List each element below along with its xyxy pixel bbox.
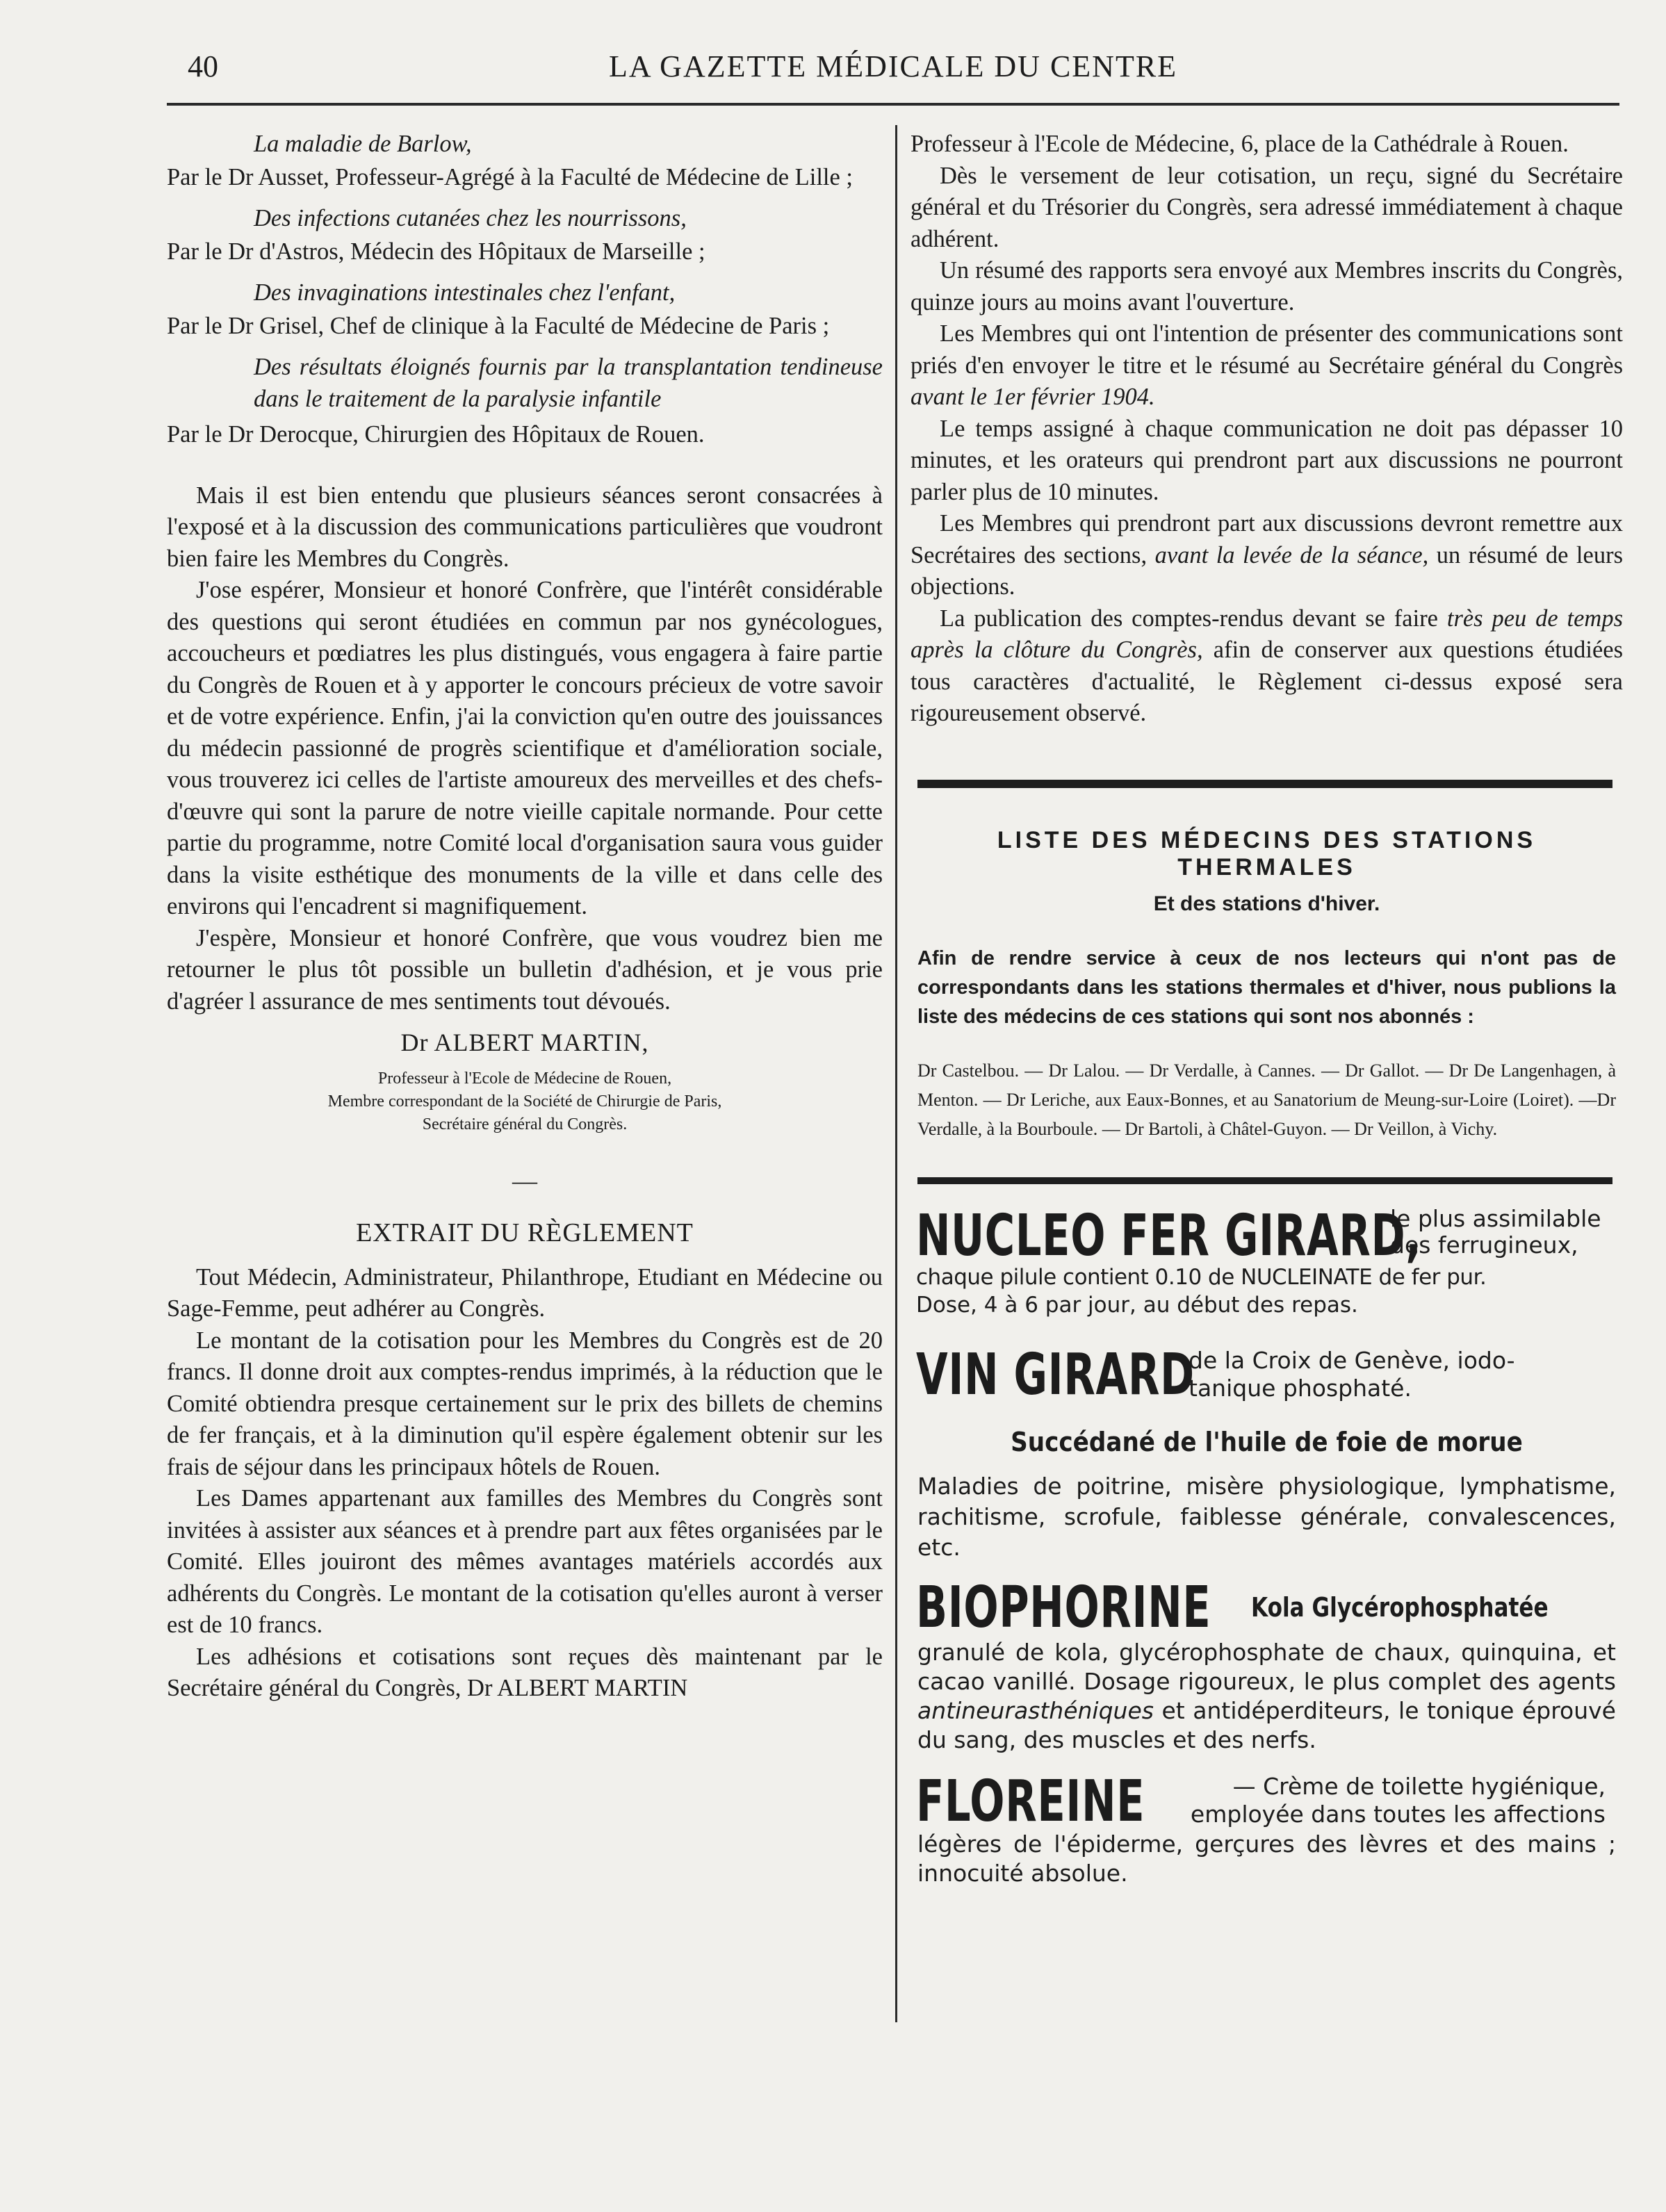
italic-text: avant la levée de la séance, xyxy=(1154,541,1429,568)
ad-text: légères de l'épiderme, gerçures des lèvres et des mains ; innocuité absolue. xyxy=(917,1830,1616,1887)
signature-title-line: Professeur à l'Ecole de Médecine de Rouen, xyxy=(377,1069,672,1088)
ad-tagline: employée dans toutes les affections xyxy=(1190,1800,1606,1828)
ad-maladies: Maladies de poitrine, misère physiologique, lymphatisme, rachitisme, scrofule, faiblesse générale, convalescences, etc. xyxy=(917,1472,1616,1561)
ad-brand: NUCLEO FER GIRARD, xyxy=(916,1202,1422,1269)
report-title: Des invaginations intestinales chez l'enfant, xyxy=(254,279,676,306)
paragraph xyxy=(910,508,1623,603)
paragraph xyxy=(910,318,1623,413)
paragraph-text: un résumé de leurs objections. xyxy=(910,541,1623,600)
page-header xyxy=(167,43,1619,99)
ad-vin-girard xyxy=(910,1341,1623,1410)
page-number: 40 xyxy=(188,49,218,83)
ad-tagline: de la Croix de Genève, iodo- xyxy=(1189,1346,1515,1374)
ad-text xyxy=(910,1638,1623,1755)
reglement-paragraph: Tout Médecin, Administrateur, Philanthrope, Etudiant en Médecine ou Sage-Femme, peut adhérer au Congrès. xyxy=(167,1263,883,1322)
ad-tagline: des ferrugineux, xyxy=(1390,1231,1578,1259)
ad-brand: VIN GIRARD xyxy=(916,1341,1195,1408)
ad-text-part: granulé de kola, glycérophosphate de chaux, quinquina, et cacao vanillé. Dosage rigoureux, le plus complet des agents xyxy=(917,1638,1616,1695)
report-author: Par le Dr Derocque, Chirurgien des Hôpitaux de Rouen. xyxy=(167,421,705,448)
signature-titles xyxy=(167,1067,883,1136)
ad-biophorine xyxy=(910,1574,1623,1755)
separator-dash: — xyxy=(512,1166,537,1195)
paragraph-text: afin de conserver aux questions étudiées tous caractères d'actualité, le Règlement ci-dessus exposé sera rigoureusement observé. xyxy=(910,637,1623,726)
italic-text: très peu de temps après la clôture du Congrès, xyxy=(910,605,1624,663)
signature-title-line: Membre correspondant de la Société de Chirurgie de Paris, xyxy=(327,1092,722,1111)
ad-tagline: tanique phosphaté. xyxy=(1189,1374,1412,1402)
report-title: Des infections cutanées chez les nourrissons, xyxy=(254,205,687,231)
signature-title-line: Secrétaire général du Congrès. xyxy=(422,1115,628,1133)
reglement-paragraph: Les Dames appartenant aux familles des Membres du Congrès sont invitées à assister aux séances et à prendre part aux fêtes organisées par le Comité. Elles jouiront des mêmes avantages matériels accordés aux adhérents du Congrès. Le montant de la cotisation qu'elles auront à verser est de 10 francs. xyxy=(167,1485,883,1638)
ad-text-italic: antineurasthéniques xyxy=(917,1696,1154,1724)
section-rule xyxy=(917,1177,1612,1184)
report-title: Des résultats éloignés fournis par la transplantation tendineuse dans le traitement de la paralysie infantile xyxy=(254,354,883,412)
report-author: Par le Dr d'Astros, Médecin des Hôpitaux de Marseille ; xyxy=(167,238,705,265)
paragraph: Un résumé des rapports sera envoyé aux Membres inscrits du Congrès, quinze jours au moins avant l'ouverture. xyxy=(910,257,1623,316)
left-column xyxy=(167,129,883,1705)
journal-title: LA GAZETTE MÉDICALE DU CENTRE xyxy=(608,49,1178,83)
paragraph: Mais il est bien entendu que plusieurs séances seront consacrées à l'exposé et à la discussion des communications particulières que voudront bien faire les Membres du Congrès. xyxy=(167,482,883,572)
ad-tagline: — Crème de toilette hygiénique, xyxy=(1232,1772,1606,1800)
ad-brand: FLOREINE xyxy=(916,1768,1145,1835)
report-title: La maladie de Barlow, xyxy=(254,131,472,157)
ad-tagline: Kola Glycérophosphatée xyxy=(1251,1591,1549,1623)
ad-brand: BIOPHORINE xyxy=(916,1574,1211,1641)
paragraph: Le temps assigné à chaque communication ne doit pas dépasser 10 minutes, et les orateurs qui prendront part aux discussions ne pourront parler plus de 10 minutes. xyxy=(910,415,1623,505)
liste-title: LISTE DES MÉDECINS DES STATIONS THERMALES xyxy=(997,826,1537,880)
paragraph-text: Les Membres qui prendront part aux discussions devront remettre aux Secrétaires des sections, xyxy=(910,510,1623,568)
ad-tagline: le plus assimilable xyxy=(1390,1204,1601,1232)
right-column xyxy=(910,129,1623,1888)
doctors-list: Dr Castelbou. — Dr Lalou. — Dr Verdalle, à Cannes. — Dr Gallot. — Dr De Langenhagen, à Menton. — Dr Leriche, aux Eaux-Bonnes, et au Sanatorium de Meung-sur-Loire (Loiret). —Dr Verdalle, à la Bourboule. — Dr Bartoli, à Châtel-Guyon. — Dr Veillon, à Vichy. xyxy=(917,1060,1616,1139)
deadline-text: avant le 1er février 1904. xyxy=(910,384,1155,410)
report-author: Par le Dr Grisel, Chef de clinique à la Faculté de Médecine de Paris ; xyxy=(167,312,830,339)
liste-intro: Afin de rendre service à ceux de nos lecteurs qui n'ont pas de correspondants dans les stations thermales et d'hiver, nous publions la liste des médecins de ces stations qui sont nos abonnés : xyxy=(917,947,1616,1028)
header-rule xyxy=(167,103,1619,106)
reglement-paragraph: Les adhésions et cotisations sont reçues dès maintenant par le Secrétaire général du Congrès, Dr ALBERT MARTIN xyxy=(167,1643,883,1701)
ad-text: chaque pilule contient 0.10 de NUCLEINATE de fer pur. xyxy=(916,1264,1487,1290)
ad-succedane: Succédané de l'huile de foie de morue xyxy=(1011,1426,1523,1457)
reglement-paragraph: Le montant de la cotisation pour les Membres du Congrès est de 20 francs. Il donne droit aux comptes-rendus imprimés, à la réduction que le Comité obtiendra presque certainement sur le prix des billets de chemins de fer français, et à la diminution qu'il espère également obtenir sur les frais de séjour dans les principaux hôtels de Rouen. xyxy=(167,1327,883,1480)
section-rule xyxy=(917,780,1612,788)
ad-nucleo-fer-girard xyxy=(910,1202,1623,1323)
ad-text: Dose, 4 à 6 par jour, au début des repas. xyxy=(916,1292,1358,1318)
paragraph-continuation: Professeur à l'Ecole de Médecine, 6, place de la Cathédrale à Rouen. xyxy=(910,131,1569,157)
ad-text-part: et antidéperditeurs, le tonique éprouvé du sang, des muscles et des nerfs. xyxy=(917,1696,1616,1753)
paragraph xyxy=(910,603,1623,730)
ad-floreine xyxy=(910,1768,1623,1888)
signature-name: Dr ALBERT MARTIN, xyxy=(400,1029,649,1056)
paragraph: J'espère, Monsieur et honoré Confrère, que vous voudrez bien me retourner le plus tôt possible un bulletin d'adhésion, et je vous prie d'agréer l assurance de mes sentiments tout dévoués. xyxy=(167,924,883,1015)
column-divider xyxy=(895,125,897,2022)
liste-subtitle: Et des stations d'hiver. xyxy=(1153,892,1380,915)
paragraph-text: La publication des comptes-rendus devant se faire xyxy=(940,605,1438,632)
reglement-title: EXTRAIT DU RÈGLEMENT xyxy=(356,1218,694,1247)
paragraph-text: Les Membres qui ont l'intention de présenter des communications sont priés d'en envoyer le titre et le résumé au Secrétaire général du Congrès xyxy=(910,320,1623,379)
report-author: Par le Dr Ausset, Professeur-Agrégé à la Faculté de Médecine de Lille ; xyxy=(167,163,854,190)
paragraph: J'ose espérer, Monsieur et honoré Confrère, que l'intérêt considérable des questions qui seront étudiées en commun par nos gynécologues, accoucheurs et pœdiatres les plus distingués, vous engagera à faire partie du Congrès de Rouen et à y apporter le concours précieux de votre savoir et de votre expérience. Enfin, j'ai la conviction qu'en outre des jouissances du médecin passionné de progrès scientifique et d'amélioration sociale, vous trouverez ici celles de l'artiste amoureux des merveilles et des chefs-d'œuvre qui sont la parure de notre vieille capitale normande. Pour cette partie du programme, notre Comité local d'organisation saura vous guider dans la visite esthétique des monuments de la ville et dans celle des environs qui l'encadrent si magnifiquement. xyxy=(167,577,883,919)
paragraph: Dès le versement de leur cotisation, un reçu, signé du Secrétaire général et du Trésorier du Congrès, sera adressé immédiatement à chaque adhérent. xyxy=(910,162,1623,252)
